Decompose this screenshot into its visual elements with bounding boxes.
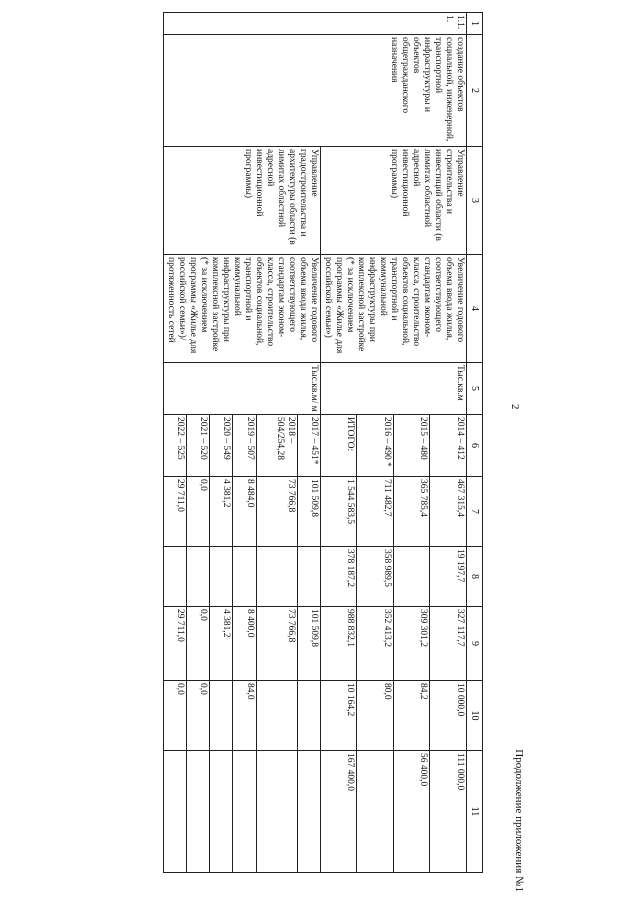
unit-cell: Тыс.кв.м/ м — [164, 363, 321, 415]
column-number: 2 — [467, 35, 483, 147]
value-cell: 358 989,5 — [357, 547, 394, 607]
value-cell: 4 381,2 — [210, 477, 233, 547]
value-cell — [233, 751, 256, 873]
value-cell: 309 301,2 — [394, 607, 431, 681]
value-cell — [297, 681, 320, 751]
period-cell: 2021 – 520 — [187, 415, 210, 477]
value-cell: 73 766,8 — [256, 477, 297, 547]
value-cell — [187, 547, 210, 607]
period-cell: 2020 – 549 — [210, 415, 233, 477]
value-cell: 73 766,8 — [256, 607, 297, 681]
value-cell — [233, 547, 256, 607]
value-cell — [210, 547, 233, 607]
value-cell — [187, 751, 210, 873]
value-cell — [256, 751, 297, 873]
program-table — [163, 12, 483, 873]
value-cell: 56 400,0 — [394, 751, 431, 873]
activity-name: создание объектов социальной, инженерной, транспортной инфраструктуры и объектов общегражданского назначения — [164, 35, 467, 147]
column-number-row — [467, 13, 483, 873]
value-cell — [210, 751, 233, 873]
period-cell: 2019 – 507 — [233, 415, 256, 477]
value-cell: 29 711,0 — [164, 607, 187, 681]
column-number: 5 — [467, 363, 483, 415]
value-cell: 352 413,2 — [357, 607, 394, 681]
activity-code: 1.1.1. — [164, 13, 467, 35]
period-cell: 2015 – 480 — [394, 415, 431, 477]
total-label: ИТОГО: — [321, 415, 358, 477]
value-cell — [210, 681, 233, 751]
value-cell: 19 197,7 — [430, 547, 467, 607]
value-cell: 8 484,0 — [233, 477, 256, 547]
value-cell: 4 381,2 — [210, 607, 233, 681]
value-cell — [256, 547, 297, 607]
column-number: 7 — [467, 477, 483, 547]
column-number: 1 — [467, 13, 483, 35]
value-cell: 84,0 — [233, 681, 256, 751]
period-cell: 2022 – 525 — [164, 415, 187, 477]
period-cell: 2017 – 451* — [297, 415, 320, 477]
value-cell — [164, 547, 187, 607]
value-cell: 327 117,7 — [430, 607, 467, 681]
column-number: 10 — [467, 681, 483, 751]
value-cell — [164, 751, 187, 873]
value-cell: 8 400,0 — [233, 607, 256, 681]
column-number: 6 — [467, 415, 483, 477]
value-cell: 10 164,2 — [321, 681, 358, 751]
value-cell: 378 187,2 — [321, 547, 358, 607]
value-cell — [394, 547, 431, 607]
column-number: 8 — [467, 547, 483, 607]
value-cell: 1 544 583,5 — [321, 477, 358, 547]
column-number: 11 — [467, 751, 483, 873]
value-cell: 10 000,0 — [430, 681, 467, 751]
table-row — [430, 13, 467, 873]
value-cell: 0,0 — [187, 477, 210, 547]
value-cell: 988 832,1 — [321, 607, 358, 681]
value-cell: 111 000,0 — [430, 751, 467, 873]
value-cell: 101 509,8 — [297, 477, 320, 547]
value-cell — [357, 751, 394, 873]
column-number: 9 — [467, 607, 483, 681]
column-number: 3 — [467, 147, 483, 255]
unit-cell: Тыс.кв.м — [321, 363, 467, 415]
indicator-cell: Увеличение годового объема ввода жилья, соответствующего стандартам эконом-класса, строительство объектов социальной, транспортной и коммунальной инфраструктуры при комплексной застройке (* за исключением программы «Жилье для российской семьи»)/ протяженность сетей — [164, 255, 321, 363]
value-cell: 711 482,7 — [357, 477, 394, 547]
value-cell: 0,0 — [187, 681, 210, 751]
value-cell: 80,0 — [357, 681, 394, 751]
value-cell: 84,2 — [394, 681, 431, 751]
period-cell: 2016 – 490 * — [357, 415, 394, 477]
appendix-continuation-note: Продолжение приложения №1 — [513, 749, 525, 892]
value-cell — [297, 751, 320, 873]
value-cell: 467 315,4 — [430, 477, 467, 547]
value-cell — [297, 547, 320, 607]
period-cell: 2014 – 412 — [430, 415, 467, 477]
page-number: 2 — [509, 404, 521, 410]
value-cell: 101 509,8 — [297, 607, 320, 681]
value-cell: 0,0 — [164, 681, 187, 751]
document-page — [25, 12, 525, 892]
executor-cell: Управление градостроительства и архитектуры области (в лимитах областной адресной инвестиционной программы) — [164, 147, 321, 255]
value-cell: 167 400,0 — [321, 751, 358, 873]
value-cell: 0,0 — [187, 607, 210, 681]
column-number: 4 — [467, 255, 483, 363]
executor-cell: Управление строительства и инвестиций области (в лимитах областной адресной инвестиционной программы) — [321, 147, 467, 255]
period-cell: 2018 – 504/254,28 — [256, 415, 297, 477]
indicator-cell: Увеличение годового объема ввода жилья, соответствующего стандартам эконом-класса, строительство объектов социальной, транспортной и коммунальной инфраструктуры при комплексной застройке (* за исключением программы «Жилье для российской семьи») — [321, 255, 467, 363]
value-cell: 29 711,0 — [164, 477, 187, 547]
value-cell — [256, 681, 297, 751]
value-cell: 365 785,4 — [394, 477, 431, 547]
